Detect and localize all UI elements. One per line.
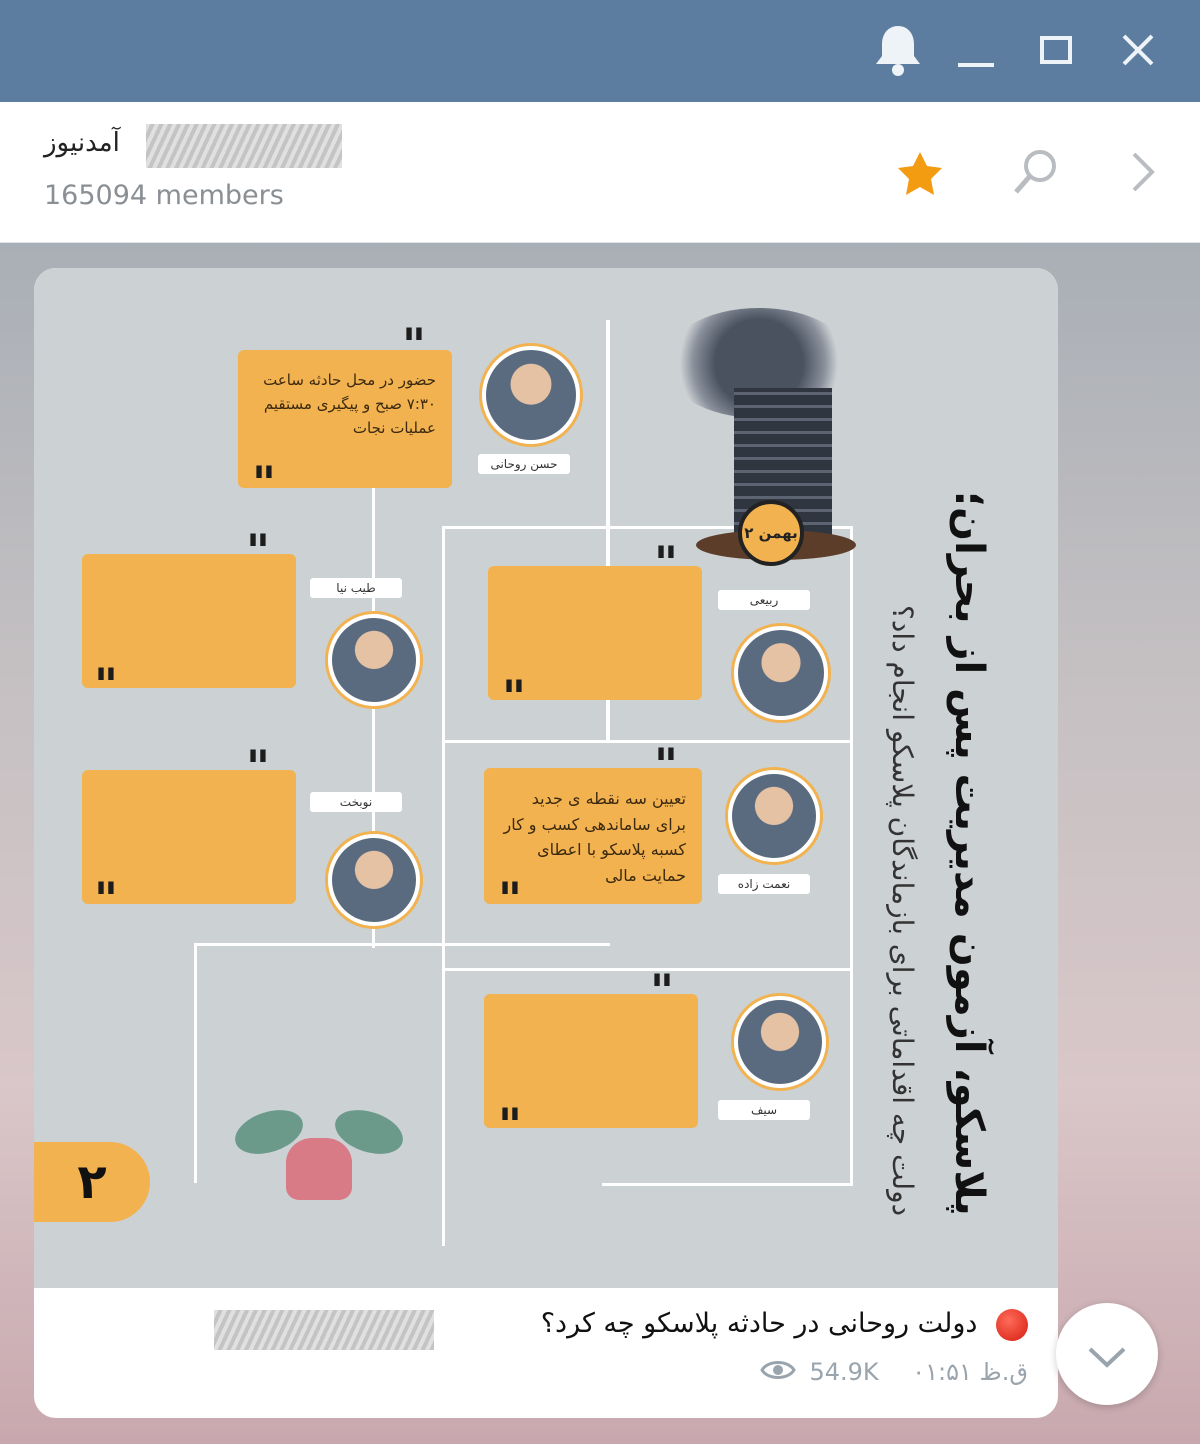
member-count: 165094 members (44, 180, 284, 211)
window-titlebar (0, 0, 1200, 102)
date-badge: ۲ بهمن (738, 500, 804, 566)
chevron-down-icon (1056, 1303, 1158, 1405)
person-name-tag: نعمت زاده (718, 874, 810, 894)
quote-mark: " (246, 524, 270, 578)
quote-mark: " (498, 1098, 522, 1152)
avatar (328, 614, 420, 706)
caption-text: دولت روحانی در حادثه پلاسکو چه کرد؟ (540, 1308, 978, 1339)
message-meta (760, 1358, 1028, 1388)
avatar (734, 996, 826, 1088)
avatar (728, 770, 820, 862)
quote-mark: " (654, 536, 678, 590)
channel-title: آمدنیوز (44, 128, 120, 158)
person-name-tag: سیف (718, 1100, 810, 1120)
poster-subtitle: دولت چه اقداماتی برای بازماندگان پلاسکو انجام داد؟ (886, 604, 919, 1216)
connector-line (442, 526, 445, 1246)
message-caption (541, 1308, 1028, 1341)
card-text: حضور در محل حادثه ساعت ۷:۳۰ صبح و پیگیری مستقیم عملیات نجات (263, 371, 436, 437)
connector-line (850, 526, 853, 1186)
card-text: تعیین سه نقطه ی جدید برای ساماندهی کسب و کار کسبه پلاسکو با اعطای حمایت مالی (503, 789, 686, 885)
quote-mark: " (654, 738, 678, 792)
page-number-badge: ۲ (34, 1142, 150, 1222)
quote-mark: " (252, 456, 276, 510)
search-icon[interactable] (1010, 144, 1066, 204)
quote-mark: " (498, 872, 522, 926)
chat-header[interactable] (0, 102, 1200, 243)
quote-mark: " (94, 658, 118, 712)
message-bubble[interactable] (34, 268, 1058, 1418)
minimize-icon[interactable] (944, 18, 1008, 82)
avatar (482, 346, 580, 444)
message-time: ق.ظ ۰۱:۵۱ (912, 1358, 1028, 1386)
connector-line (442, 968, 852, 971)
winged-hat-illustration (234, 1108, 404, 1208)
close-icon[interactable] (1106, 18, 1170, 82)
bell-icon[interactable] (866, 18, 930, 82)
quote-mark: " (402, 318, 426, 372)
redacted-blur (214, 1310, 434, 1350)
connector-line (194, 943, 610, 946)
scroll-down-button[interactable] (1056, 1303, 1158, 1405)
quote-mark: " (502, 670, 526, 724)
quote-mark: " (246, 740, 270, 794)
avatar (734, 626, 828, 720)
avatar (328, 834, 420, 926)
person-name-tag: نوبخت (310, 792, 402, 812)
person-name-tag: حسن روحانی (478, 454, 570, 474)
chevron-right-icon[interactable] (1124, 148, 1164, 200)
quote-mark: " (650, 964, 674, 1018)
connector-line (602, 1183, 852, 1186)
redacted-blur (146, 124, 342, 168)
person-name-tag: ربیعی (718, 590, 810, 610)
person-name-tag: طیب نیا (310, 578, 402, 598)
poster-main-title: پلاسکو، آزمون مدیریت پس از بحران؛ (946, 491, 992, 1216)
connector-line (194, 943, 197, 1183)
connector-line (442, 740, 852, 743)
favorite-star-icon[interactable] (892, 150, 948, 202)
maximize-icon[interactable] (1024, 18, 1088, 82)
eye-icon (760, 1358, 796, 1388)
red-circle-icon (996, 1309, 1028, 1341)
quote-mark: " (94, 872, 118, 926)
infographic-image[interactable] (34, 268, 1058, 1288)
view-count: 54.9K (809, 1358, 879, 1386)
